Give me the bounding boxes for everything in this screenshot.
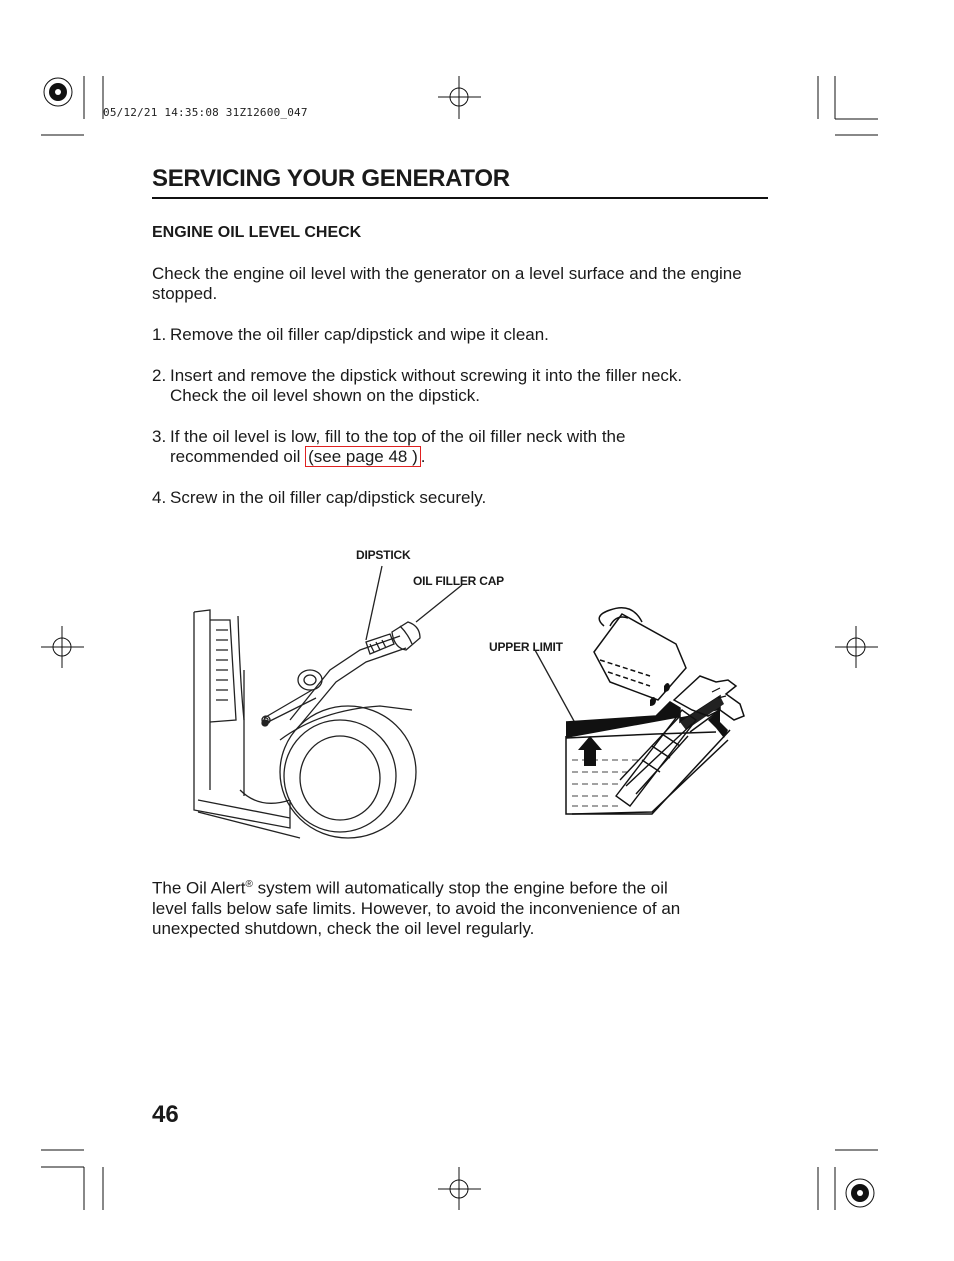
step-2	[152, 366, 774, 406]
oil-alert-text: The Oil Alert	[152, 878, 246, 898]
oil-alert-line: unexpected shutdown, check the oil level regularly.	[152, 918, 535, 938]
print-stamp: 05/12/21 14:35:08 31Z12600_047	[103, 106, 308, 119]
subheading: ENGINE OIL LEVEL CHECK	[152, 224, 362, 241]
step-number: 3.	[152, 427, 167, 446]
step-text: Screw in the oil filler cap/dipstick securely.	[170, 488, 487, 507]
step-text-line: If the oil level is low, fill to the top of the oil filler neck with the	[170, 427, 626, 446]
label-upper-limit: UPPER LIMIT	[489, 640, 563, 654]
intro-paragraph: Check the engine oil level with the generator on a level surface and the engine stopped.	[152, 264, 742, 303]
step-text: .	[420, 447, 426, 466]
oil-check-illustration	[180, 560, 760, 850]
oil-alert-line: level falls below safe limits. However, to avoid the inconvenience of an	[152, 898, 681, 918]
oil-alert-text: system will automatically stop the engine before the oil	[252, 878, 668, 898]
step-number: 4.	[152, 488, 167, 507]
step-3	[152, 427, 774, 467]
registered-mark: ®	[245, 879, 253, 890]
label-dipstick: DIPSTICK	[356, 548, 411, 562]
oil-alert-paragraph	[152, 875, 774, 939]
step-number: 1.	[152, 325, 167, 344]
label-oil-filler-cap: OIL FILLER CAP	[413, 574, 504, 588]
step-text-line: Check the oil level shown on the dipstick.	[170, 386, 480, 405]
page-number: 46	[152, 1101, 179, 1128]
step-1	[152, 325, 774, 345]
step-text: recommended oil	[170, 447, 306, 466]
section-title: SERVICING YOUR GENERATOR	[152, 165, 768, 199]
step-text: Remove the oil filler cap/dipstick and wipe it clean.	[170, 325, 549, 344]
registration-target-top-left	[44, 78, 72, 106]
step-4	[152, 488, 774, 508]
page-reference-link[interactable]: (see page 48 )	[305, 446, 421, 467]
step-number: 2.	[152, 366, 167, 385]
step-text-line: Insert and remove the dipstick without screwing it into the filler neck.	[170, 366, 683, 385]
registration-target-bottom-right	[846, 1179, 874, 1207]
